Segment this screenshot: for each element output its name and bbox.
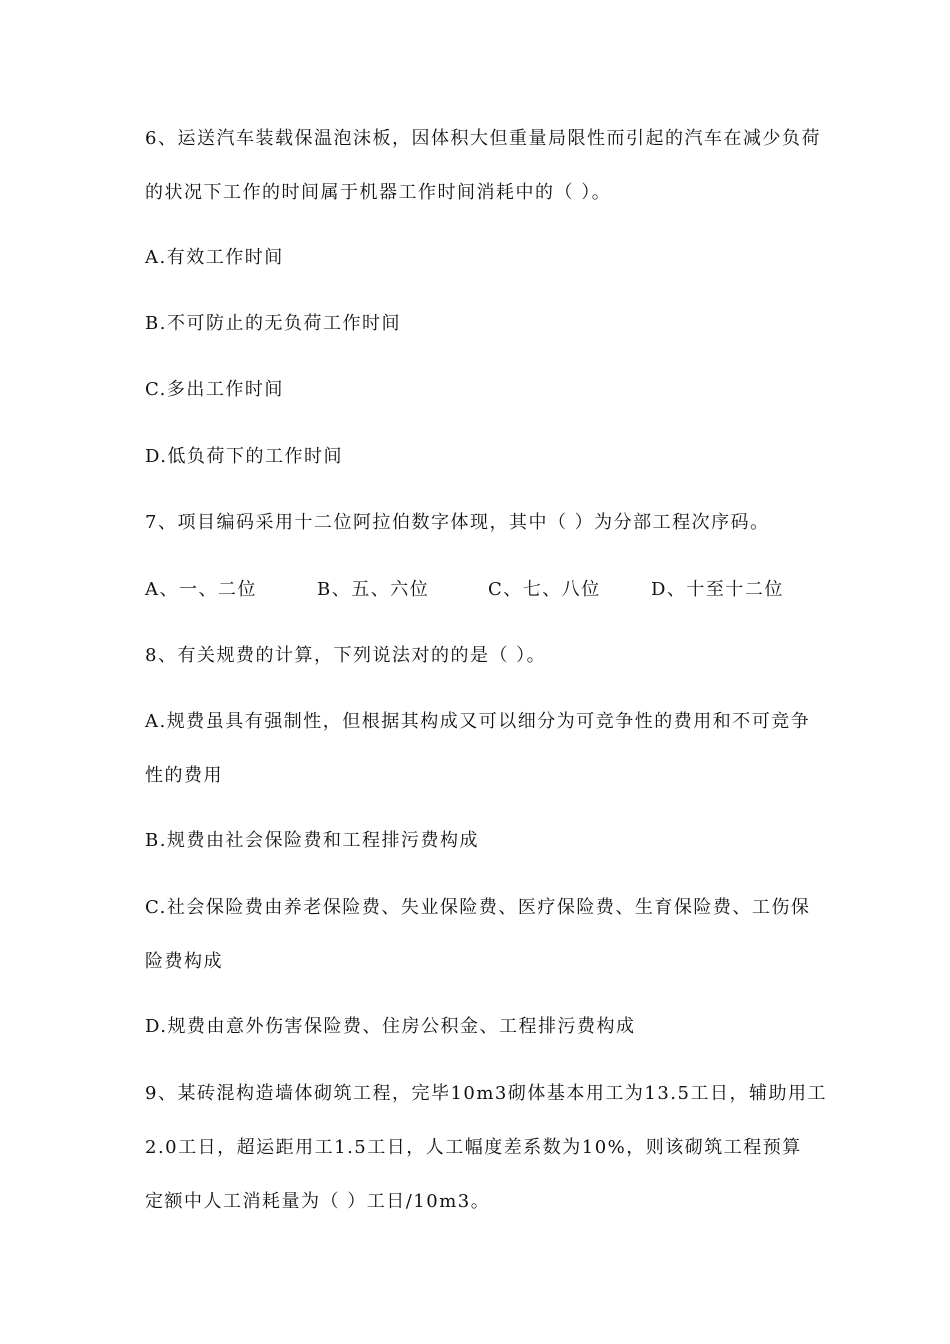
q8-stem-line-1: 8、有关规费的计算，下列说法对的的是（ ）。 bbox=[145, 645, 547, 666]
q7-option-d: D、十至十二位 bbox=[651, 579, 784, 600]
q9-stem-line-1: 9、某砖混构造墙体砌筑工程，完毕10m3砌体基本用工为13.5工日，辅助用工 bbox=[145, 1083, 827, 1104]
q7-option-c: C、七、八位 bbox=[488, 579, 601, 600]
q7-option-b: B、五、六位 bbox=[317, 579, 430, 600]
q7-stem-line-1: 7、项目编码采用十二位阿拉伯数字体现，其中（ ）为分部工程次序码。 bbox=[145, 512, 770, 533]
q6-option-a: A.有效工作时间 bbox=[145, 247, 284, 268]
q7-option-a: A、一、二位 bbox=[145, 579, 257, 600]
q8-option-c-line-1: C.社会保险费由养老保险费、失业保险费、医疗保险费、生育保险费、工伤保 bbox=[145, 897, 811, 918]
q6-stem-line-2: 的状况下工作的时间属于机器工作时间消耗中的（ ）。 bbox=[145, 182, 612, 203]
q6-option-d: D.低负荷下的工作时间 bbox=[145, 446, 344, 467]
q8-option-a-line-1: A.规费虽具有强制性，但根据其构成又可以细分为可竞争性的费用和不可竞争 bbox=[145, 711, 811, 732]
q6-option-c: C.多出工作时间 bbox=[145, 379, 284, 400]
q6-stem-line-1: 6、运送汽车装载保温泡沫板，因体积大但重量局限性而引起的汽车在减少负荷 bbox=[145, 128, 821, 149]
q9-stem-line-2: 2.0工日，超运距用工1.5工日，人工幅度差系数为10%，则该砌筑工程预算 bbox=[145, 1137, 802, 1158]
q6-option-b: B.不可防止的无负荷工作时间 bbox=[145, 313, 401, 334]
q8-option-b: B.规费由社会保险费和工程排污费构成 bbox=[145, 830, 479, 851]
q9-stem-line-3: 定额中人工消耗量为（ ）工日/10m3。 bbox=[145, 1191, 491, 1212]
q8-option-a-line-2: 性的费用 bbox=[145, 765, 223, 786]
q8-option-c-line-2: 险费构成 bbox=[145, 951, 223, 972]
q8-option-d: D.规费由意外伤害保险费、住房公积金、工程排污费构成 bbox=[145, 1016, 636, 1037]
